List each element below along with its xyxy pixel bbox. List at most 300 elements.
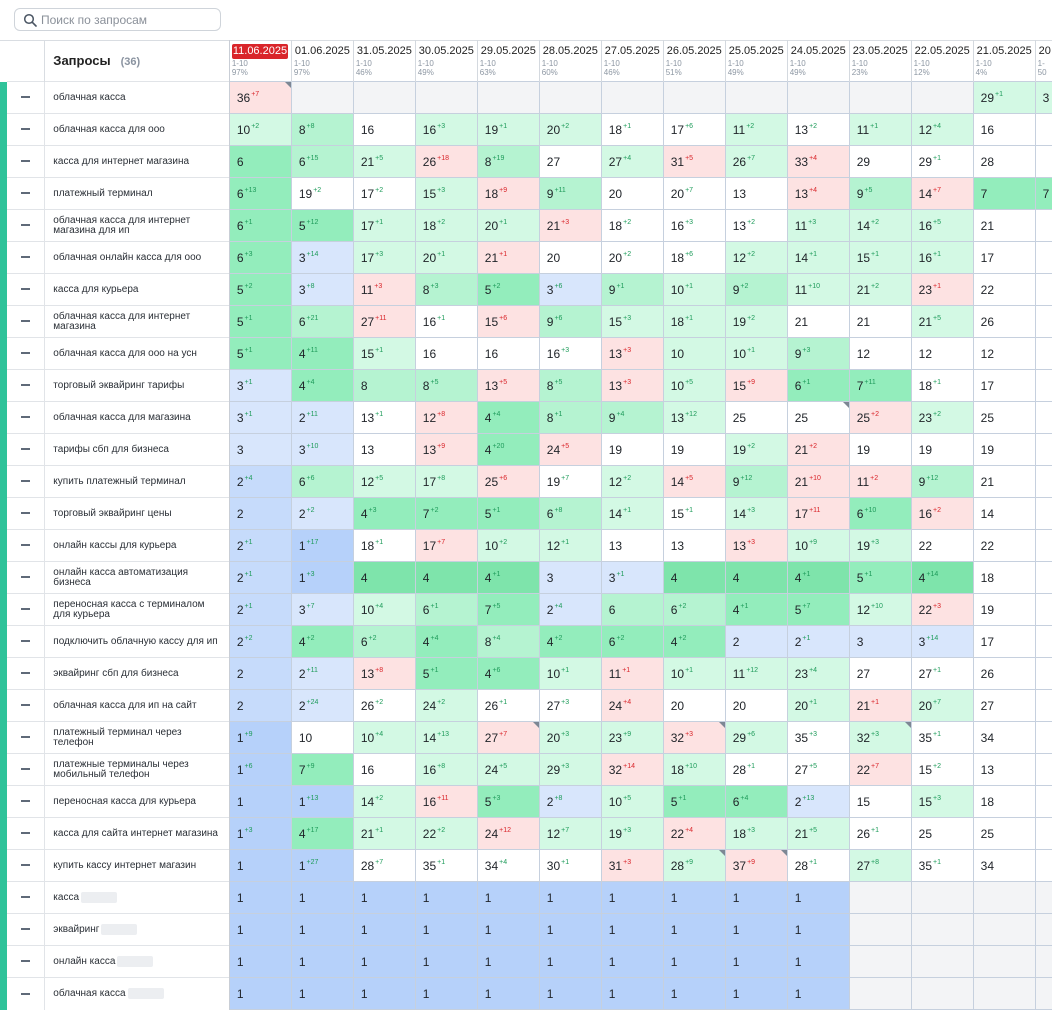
position-cell[interactable] (601, 562, 663, 594)
position-cell[interactable] (787, 562, 849, 594)
position-cell[interactable] (415, 306, 477, 338)
position-cell[interactable] (911, 850, 973, 882)
position-cell[interactable] (291, 946, 353, 978)
position-cell[interactable] (973, 82, 1035, 114)
position-cell[interactable] (291, 274, 353, 306)
position-cell[interactable] (415, 946, 477, 978)
position-cell[interactable] (477, 690, 539, 722)
position-cell[interactable] (229, 498, 291, 530)
position-cell[interactable] (1035, 882, 1052, 914)
position-cell[interactable] (353, 850, 415, 882)
position-cell[interactable] (1035, 434, 1052, 466)
remove-query-icon[interactable] (21, 448, 30, 450)
position-cell[interactable] (229, 530, 291, 562)
position-cell[interactable] (291, 306, 353, 338)
position-cell[interactable] (291, 914, 353, 946)
position-cell[interactable] (229, 946, 291, 978)
position-cell[interactable] (725, 722, 787, 754)
position-cell[interactable] (1035, 818, 1052, 850)
position-cell[interactable] (973, 466, 1035, 498)
position-cell[interactable] (663, 178, 725, 210)
position-cell[interactable] (291, 690, 353, 722)
position-cell[interactable] (1035, 242, 1052, 274)
position-cell[interactable] (1035, 626, 1052, 658)
position-cell[interactable] (601, 178, 663, 210)
position-cell[interactable] (663, 466, 725, 498)
position-cell[interactable] (415, 210, 477, 242)
position-cell[interactable] (477, 146, 539, 178)
position-cell[interactable] (601, 946, 663, 978)
position-cell[interactable] (353, 370, 415, 402)
position-cell[interactable] (787, 786, 849, 818)
position-cell[interactable] (725, 466, 787, 498)
remove-query-icon[interactable] (21, 864, 30, 866)
position-cell[interactable] (973, 402, 1035, 434)
position-cell[interactable] (787, 914, 849, 946)
position-cell[interactable] (1035, 786, 1052, 818)
remove-query-icon[interactable] (21, 896, 30, 898)
position-cell[interactable] (601, 242, 663, 274)
position-cell[interactable] (477, 82, 539, 114)
position-cell[interactable] (229, 466, 291, 498)
position-cell[interactable] (539, 562, 601, 594)
position-cell[interactable] (911, 786, 973, 818)
position-cell[interactable] (911, 306, 973, 338)
remove-query-icon[interactable] (21, 960, 30, 962)
position-cell[interactable] (291, 178, 353, 210)
position-cell[interactable] (353, 274, 415, 306)
position-cell[interactable] (229, 338, 291, 370)
position-cell[interactable] (849, 530, 911, 562)
date-column-header[interactable] (353, 41, 415, 82)
position-cell[interactable] (229, 370, 291, 402)
remove-query-icon[interactable] (21, 576, 30, 578)
position-cell[interactable] (973, 658, 1035, 690)
remove-query-icon[interactable] (21, 800, 30, 802)
position-cell[interactable] (973, 210, 1035, 242)
position-cell[interactable] (229, 274, 291, 306)
position-cell[interactable] (353, 690, 415, 722)
position-cell[interactable] (415, 434, 477, 466)
position-cell[interactable] (229, 626, 291, 658)
position-cell[interactable] (725, 498, 787, 530)
position-cell[interactable] (787, 178, 849, 210)
position-cell[interactable] (291, 242, 353, 274)
position-cell[interactable] (849, 690, 911, 722)
position-cell[interactable] (973, 338, 1035, 370)
position-cell[interactable] (291, 754, 353, 786)
position-cell[interactable] (973, 690, 1035, 722)
position-cell[interactable] (415, 274, 477, 306)
position-cell[interactable] (849, 594, 911, 626)
position-cell[interactable] (787, 658, 849, 690)
position-cell[interactable] (849, 466, 911, 498)
position-cell[interactable] (787, 946, 849, 978)
position-cell[interactable] (725, 242, 787, 274)
position-cell[interactable] (229, 306, 291, 338)
remove-query-icon[interactable] (21, 192, 30, 194)
position-cell[interactable] (539, 466, 601, 498)
remove-query-icon[interactable] (21, 768, 30, 770)
position-cell[interactable] (911, 754, 973, 786)
position-cell[interactable] (477, 946, 539, 978)
position-cell[interactable] (477, 274, 539, 306)
position-cell[interactable] (849, 178, 911, 210)
position-cell[interactable] (787, 594, 849, 626)
position-cell[interactable] (849, 850, 911, 882)
position-cell[interactable] (911, 274, 973, 306)
position-cell[interactable] (601, 306, 663, 338)
position-cell[interactable] (725, 882, 787, 914)
position-cell[interactable] (787, 146, 849, 178)
position-cell[interactable] (911, 242, 973, 274)
position-cell[interactable] (1035, 594, 1052, 626)
remove-query-icon[interactable] (21, 608, 30, 610)
position-cell[interactable] (601, 146, 663, 178)
position-cell[interactable] (539, 370, 601, 402)
position-cell[interactable] (663, 754, 725, 786)
position-cell[interactable] (353, 242, 415, 274)
position-cell[interactable] (229, 594, 291, 626)
date-column-header[interactable] (973, 41, 1035, 82)
remove-query-icon[interactable] (21, 993, 30, 995)
position-cell[interactable] (911, 114, 973, 146)
position-cell[interactable] (849, 498, 911, 530)
position-cell[interactable] (415, 754, 477, 786)
position-cell[interactable] (229, 82, 291, 114)
position-cell[interactable] (539, 210, 601, 242)
position-cell[interactable] (725, 178, 787, 210)
position-cell[interactable] (663, 146, 725, 178)
position-cell[interactable] (1035, 754, 1052, 786)
position-cell[interactable] (911, 946, 973, 978)
remove-query-icon[interactable] (21, 320, 30, 322)
position-cell[interactable] (787, 242, 849, 274)
position-cell[interactable] (353, 786, 415, 818)
position-cell[interactable] (477, 978, 539, 1010)
position-cell[interactable] (725, 530, 787, 562)
position-cell[interactable] (663, 82, 725, 114)
position-cell[interactable] (353, 210, 415, 242)
position-cell[interactable] (415, 114, 477, 146)
position-cell[interactable] (973, 178, 1035, 210)
position-cell[interactable] (1035, 146, 1052, 178)
position-cell[interactable] (725, 370, 787, 402)
position-cell[interactable] (353, 306, 415, 338)
position-cell[interactable] (725, 754, 787, 786)
position-cell[interactable] (787, 690, 849, 722)
position-cell[interactable] (601, 658, 663, 690)
position-cell[interactable] (291, 882, 353, 914)
position-cell[interactable] (291, 818, 353, 850)
position-cell[interactable] (849, 882, 911, 914)
position-cell[interactable] (539, 498, 601, 530)
position-cell[interactable] (291, 466, 353, 498)
position-cell[interactable] (601, 882, 663, 914)
position-cell[interactable] (477, 914, 539, 946)
position-cell[interactable] (725, 82, 787, 114)
position-cell[interactable] (229, 722, 291, 754)
remove-query-icon[interactable] (21, 352, 30, 354)
position-cell[interactable] (539, 402, 601, 434)
position-cell[interactable] (663, 914, 725, 946)
position-cell[interactable] (725, 690, 787, 722)
position-cell[interactable] (725, 818, 787, 850)
position-cell[interactable] (477, 242, 539, 274)
position-cell[interactable] (601, 818, 663, 850)
date-column-header[interactable] (601, 41, 663, 82)
position-cell[interactable] (539, 626, 601, 658)
position-cell[interactable] (787, 306, 849, 338)
position-cell[interactable] (539, 690, 601, 722)
position-cell[interactable] (291, 434, 353, 466)
position-cell[interactable] (539, 658, 601, 690)
position-cell[interactable] (849, 978, 911, 1010)
position-cell[interactable] (229, 402, 291, 434)
position-cell[interactable] (787, 370, 849, 402)
position-cell[interactable] (477, 786, 539, 818)
position-cell[interactable] (663, 498, 725, 530)
position-cell[interactable] (663, 594, 725, 626)
position-cell[interactable] (229, 178, 291, 210)
position-cell[interactable] (291, 978, 353, 1010)
position-cell[interactable] (539, 338, 601, 370)
position-cell[interactable] (849, 722, 911, 754)
position-cell[interactable] (353, 530, 415, 562)
position-cell[interactable] (415, 530, 477, 562)
position-cell[interactable] (229, 146, 291, 178)
position-cell[interactable] (663, 338, 725, 370)
position-cell[interactable] (787, 850, 849, 882)
position-cell[interactable] (911, 818, 973, 850)
position-cell[interactable] (787, 82, 849, 114)
position-cell[interactable] (787, 978, 849, 1010)
position-cell[interactable] (601, 274, 663, 306)
position-cell[interactable] (477, 402, 539, 434)
position-cell[interactable] (1035, 114, 1052, 146)
position-cell[interactable] (1035, 658, 1052, 690)
position-cell[interactable] (1035, 690, 1052, 722)
position-cell[interactable] (725, 786, 787, 818)
position-cell[interactable] (291, 530, 353, 562)
position-cell[interactable] (725, 594, 787, 626)
position-cell[interactable] (477, 530, 539, 562)
remove-query-icon[interactable] (21, 704, 30, 706)
position-cell[interactable] (663, 626, 725, 658)
position-cell[interactable] (849, 786, 911, 818)
position-cell[interactable] (663, 434, 725, 466)
position-cell[interactable] (353, 594, 415, 626)
remove-query-icon[interactable] (21, 384, 30, 386)
position-cell[interactable] (539, 786, 601, 818)
date-column-header[interactable] (1035, 41, 1052, 82)
position-cell[interactable] (973, 306, 1035, 338)
position-cell[interactable] (353, 146, 415, 178)
position-cell[interactable] (911, 402, 973, 434)
position-cell[interactable] (291, 626, 353, 658)
date-column-header[interactable] (539, 41, 601, 82)
position-cell[interactable] (229, 786, 291, 818)
position-cell[interactable] (601, 626, 663, 658)
position-cell[interactable] (353, 626, 415, 658)
position-cell[interactable] (911, 210, 973, 242)
position-cell[interactable] (229, 754, 291, 786)
position-cell[interactable] (539, 722, 601, 754)
position-cell[interactable] (663, 818, 725, 850)
position-cell[interactable] (477, 882, 539, 914)
position-cell[interactable] (1035, 466, 1052, 498)
position-cell[interactable] (291, 402, 353, 434)
position-cell[interactable] (415, 850, 477, 882)
position-cell[interactable] (849, 946, 911, 978)
position-cell[interactable] (787, 722, 849, 754)
position-cell[interactable] (663, 370, 725, 402)
position-cell[interactable] (973, 114, 1035, 146)
position-cell[interactable] (353, 466, 415, 498)
position-cell[interactable] (539, 978, 601, 1010)
position-cell[interactable] (1035, 274, 1052, 306)
position-cell[interactable] (1035, 562, 1052, 594)
position-cell[interactable] (1035, 370, 1052, 402)
position-cell[interactable] (663, 562, 725, 594)
position-cell[interactable] (911, 626, 973, 658)
position-cell[interactable] (353, 114, 415, 146)
position-cell[interactable] (415, 626, 477, 658)
position-cell[interactable] (725, 434, 787, 466)
position-cell[interactable] (539, 274, 601, 306)
position-cell[interactable] (1035, 498, 1052, 530)
position-cell[interactable] (477, 498, 539, 530)
position-cell[interactable] (849, 434, 911, 466)
position-cell[interactable] (539, 242, 601, 274)
remove-query-icon[interactable] (21, 96, 30, 98)
position-cell[interactable] (477, 594, 539, 626)
position-cell[interactable] (601, 210, 663, 242)
position-cell[interactable] (291, 658, 353, 690)
position-cell[interactable] (477, 722, 539, 754)
position-cell[interactable] (601, 754, 663, 786)
position-cell[interactable] (601, 434, 663, 466)
position-cell[interactable] (353, 978, 415, 1010)
position-cell[interactable] (663, 978, 725, 1010)
position-cell[interactable] (973, 562, 1035, 594)
position-cell[interactable] (849, 306, 911, 338)
position-cell[interactable] (477, 306, 539, 338)
position-cell[interactable] (849, 370, 911, 402)
position-cell[interactable] (787, 818, 849, 850)
position-cell[interactable] (291, 562, 353, 594)
position-cell[interactable] (291, 850, 353, 882)
remove-query-icon[interactable] (21, 832, 30, 834)
position-cell[interactable] (353, 722, 415, 754)
position-cell[interactable] (291, 114, 353, 146)
position-cell[interactable] (353, 754, 415, 786)
position-cell[interactable] (973, 882, 1035, 914)
position-cell[interactable] (849, 338, 911, 370)
position-cell[interactable] (849, 562, 911, 594)
position-cell[interactable] (725, 658, 787, 690)
remove-query-icon[interactable] (21, 480, 30, 482)
position-cell[interactable] (725, 210, 787, 242)
position-cell[interactable] (291, 82, 353, 114)
position-cell[interactable] (1035, 850, 1052, 882)
position-cell[interactable] (663, 722, 725, 754)
position-cell[interactable] (415, 594, 477, 626)
position-cell[interactable] (477, 370, 539, 402)
position-cell[interactable] (911, 978, 973, 1010)
position-cell[interactable] (353, 946, 415, 978)
position-cell[interactable] (973, 434, 1035, 466)
position-cell[interactable] (415, 978, 477, 1010)
position-cell[interactable] (229, 114, 291, 146)
position-cell[interactable] (539, 850, 601, 882)
position-cell[interactable] (353, 178, 415, 210)
position-cell[interactable] (415, 242, 477, 274)
position-cell[interactable] (291, 498, 353, 530)
position-cell[interactable] (229, 818, 291, 850)
position-cell[interactable] (663, 530, 725, 562)
position-cell[interactable] (911, 338, 973, 370)
position-cell[interactable] (849, 626, 911, 658)
position-cell[interactable] (291, 146, 353, 178)
position-cell[interactable] (787, 274, 849, 306)
remove-query-icon[interactable] (21, 672, 30, 674)
position-cell[interactable] (973, 818, 1035, 850)
position-cell[interactable] (353, 882, 415, 914)
position-cell[interactable] (601, 338, 663, 370)
position-cell[interactable] (787, 338, 849, 370)
position-cell[interactable] (1035, 338, 1052, 370)
date-column-header[interactable] (849, 41, 911, 82)
position-cell[interactable] (911, 562, 973, 594)
position-cell[interactable] (539, 306, 601, 338)
position-cell[interactable] (849, 82, 911, 114)
position-cell[interactable] (973, 530, 1035, 562)
position-cell[interactable] (849, 658, 911, 690)
position-cell[interactable] (601, 82, 663, 114)
position-cell[interactable] (539, 530, 601, 562)
position-cell[interactable] (353, 818, 415, 850)
position-cell[interactable] (973, 146, 1035, 178)
position-cell[interactable] (973, 242, 1035, 274)
position-cell[interactable] (725, 274, 787, 306)
position-cell[interactable] (849, 242, 911, 274)
position-cell[interactable] (353, 658, 415, 690)
position-cell[interactable] (1035, 82, 1052, 114)
position-cell[interactable] (663, 402, 725, 434)
position-cell[interactable] (725, 306, 787, 338)
position-cell[interactable] (539, 82, 601, 114)
position-cell[interactable] (415, 466, 477, 498)
position-cell[interactable] (601, 690, 663, 722)
position-cell[interactable] (849, 146, 911, 178)
position-cell[interactable] (229, 978, 291, 1010)
position-cell[interactable] (291, 722, 353, 754)
position-cell[interactable] (973, 850, 1035, 882)
position-cell[interactable] (415, 178, 477, 210)
position-cell[interactable] (911, 690, 973, 722)
position-cell[interactable] (539, 434, 601, 466)
position-cell[interactable] (601, 786, 663, 818)
position-cell[interactable] (663, 274, 725, 306)
position-cell[interactable] (787, 210, 849, 242)
position-cell[interactable] (725, 338, 787, 370)
remove-query-icon[interactable] (21, 928, 30, 930)
position-cell[interactable] (415, 338, 477, 370)
position-cell[interactable] (353, 914, 415, 946)
remove-query-icon[interactable] (21, 512, 30, 514)
position-cell[interactable] (229, 882, 291, 914)
